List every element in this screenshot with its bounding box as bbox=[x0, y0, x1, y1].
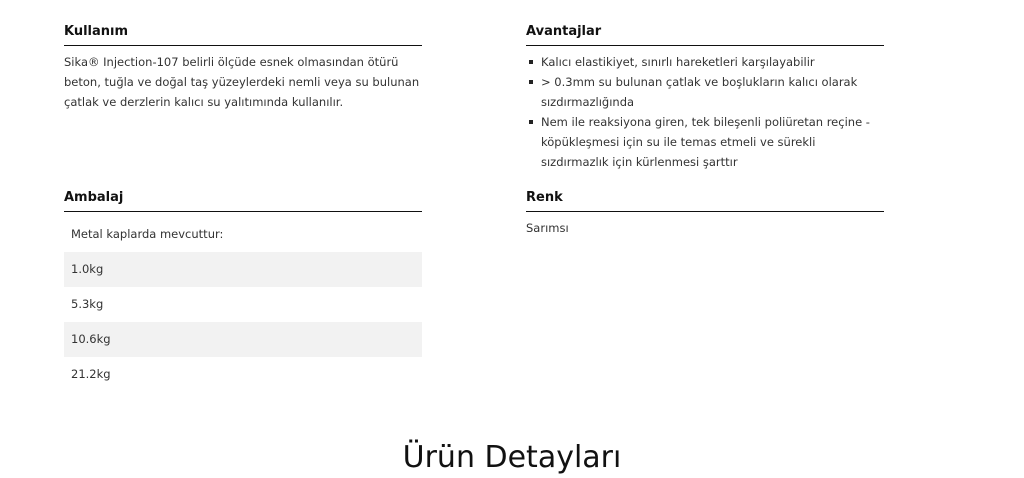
color-text: Sarımsı bbox=[526, 221, 569, 235]
advantages-section bbox=[526, 24, 884, 172]
usage-text: Sika® Injection-107 belirli ölçüde esnek olmasından ötürü beton, tuğla ve doğal taş yüzeylerdeki nemli veya su bulunan çatlak ve derzlerin kalıcı su yalıtımında kullanılır. bbox=[64, 55, 420, 109]
color-section bbox=[526, 190, 884, 238]
advantage-item: > 0.3mm su bulunan çatlak ve boşlukların kalıcı olarak sızdırmazlığında bbox=[526, 72, 884, 112]
packaging-table bbox=[64, 217, 422, 392]
advantage-item: Nem ile reaksiyona giren, tek bileşenli poliüretan reçine - köpükleşmesi için su ile temas etmeli ve sürekli sızdırmazlık için kürlenmesi şarttır bbox=[526, 112, 884, 172]
advantage-item: Kalıcı elastikiyet, sınırlı hareketleri karşılayabilir bbox=[526, 52, 884, 72]
packaging-row: 21.2kg bbox=[71, 367, 111, 381]
product-details-heading: Ürün Detayları bbox=[402, 440, 622, 475]
packaging-row: Metal kaplarda mevcuttur: bbox=[71, 227, 224, 241]
color-title: Renk bbox=[526, 190, 884, 212]
packaging-title: Ambalaj bbox=[64, 190, 422, 212]
advantages-list bbox=[526, 52, 884, 172]
packaging-row: 1.0kg bbox=[64, 252, 422, 287]
packaging-row: 10.6kg bbox=[64, 322, 422, 357]
advantages-title: Avantajlar bbox=[526, 24, 884, 46]
packaging-row: 5.3kg bbox=[71, 297, 104, 311]
packaging-section bbox=[64, 190, 422, 392]
usage-section bbox=[64, 24, 422, 112]
usage-title: Kullanım bbox=[64, 24, 422, 46]
